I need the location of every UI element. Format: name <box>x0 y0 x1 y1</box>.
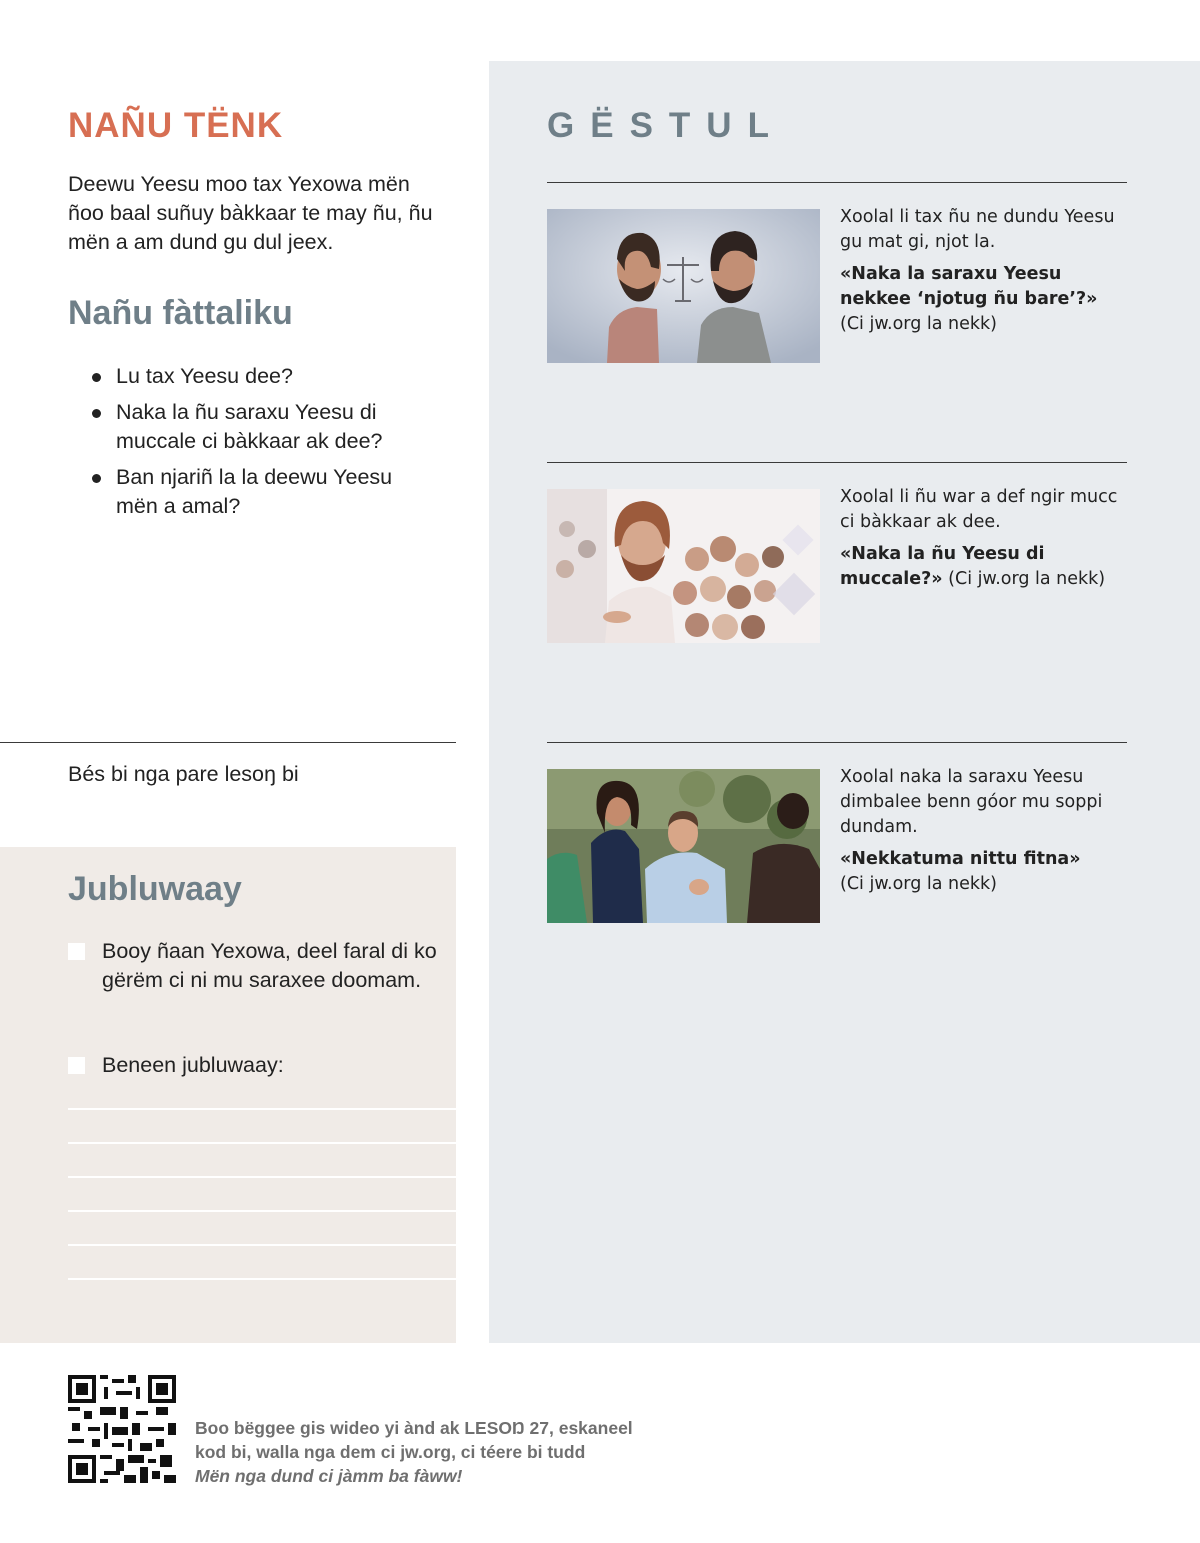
write-in-line[interactable] <box>68 1176 456 1178</box>
write-in-line[interactable] <box>68 1210 456 1212</box>
explore-item <box>840 485 1130 592</box>
lesson-completed-date-label: Bés bi nga pare lesoŋ bi <box>68 762 299 786</box>
people-talking-in-garden-image[interactable] <box>547 769 820 923</box>
review-question-list <box>92 362 432 528</box>
checkbox[interactable] <box>68 943 85 960</box>
divider <box>547 462 1127 463</box>
review-question: Lu tax Yeesu dee? <box>92 362 432 391</box>
two-men-balance-scale-image[interactable] <box>547 209 820 363</box>
explore-item <box>840 205 1130 337</box>
explore-item-description: Xoolal naka la saraxu Yeesu dimbalee benn góor mu soppi dundam. <box>840 767 1103 837</box>
write-in-line[interactable] <box>68 1244 456 1246</box>
checkbox[interactable] <box>68 1057 85 1074</box>
explore-item-title-link[interactable]: «Naka la saraxu Yeesu nekkee ‘njotug ñu bare’?» <box>840 264 1098 309</box>
explore-item <box>840 765 1130 897</box>
divider <box>0 742 456 743</box>
write-in-line[interactable] <box>68 1278 456 1280</box>
explore-title: GËSTUL <box>547 106 785 145</box>
bullet-icon <box>92 409 101 418</box>
explore-item-source: (Ci jw.org la nekk) <box>948 569 1106 589</box>
jesus-with-crowd-image[interactable] <box>547 489 820 643</box>
bullet-icon <box>92 373 101 382</box>
explore-item-description: Xoolal li ñu war a def ngir mucc ci bàkkaar ak dee. <box>840 487 1118 532</box>
two-men-balance-scale-image <box>547 209 820 363</box>
explore-item-title-link[interactable]: «Naka la ñu Yeesu di muccale?» <box>840 544 1045 589</box>
footer-book-title: Mën nga dund ci jàmm ba fàww! <box>195 1466 463 1486</box>
review-title: Nañu fàttaliku <box>68 294 293 332</box>
footer-line: kod bi, walla nga dem ci jw.org, ci téere bi tudd <box>195 1442 586 1462</box>
footer-line: Boo bëggee gis wideo yi ànd ak LESOŊ 27, eskaneel <box>195 1418 633 1438</box>
footer-note <box>195 1416 655 1488</box>
explore-item-source: (Ci jw.org la nekk) <box>840 314 997 334</box>
write-in-line[interactable] <box>68 1108 456 1110</box>
summary-title: NAÑU TËNK <box>68 106 284 145</box>
write-in-line[interactable] <box>68 1142 456 1144</box>
jesus-with-crowd-image <box>547 489 820 643</box>
qr-code-icon[interactable] <box>68 1375 176 1483</box>
explore-item-title-link[interactable]: «Nekkatuma nittu fitna» <box>840 849 1081 869</box>
divider <box>547 182 1127 183</box>
people-talking-in-garden-image <box>547 769 820 923</box>
goal-title: Jubluwaay <box>68 870 242 908</box>
review-question: Ban njariñ la la deewu Yeesu mën a amal? <box>92 463 432 521</box>
review-question: Naka la ñu saraxu Yeesu di muccale ci bàkkaar ak dee? <box>92 398 432 456</box>
summary-text: Deewu Yeesu moo tax Yexowa mën ñoo baal suñuy bàkkaar te may ñu, ñu mën a am dund gu dul jeex. <box>68 172 433 254</box>
bullet-icon <box>92 474 101 483</box>
divider <box>547 742 1127 743</box>
explore-item-source: (Ci jw.org la nekk) <box>840 874 997 894</box>
goal-item[interactable]: Booy ñaan Yexowa, deel faral di ko gërëm ci ni mu saraxee doomam. <box>68 937 438 995</box>
goal-panel <box>0 847 456 1343</box>
explore-item-description: Xoolal li tax ñu ne dundu Yeesu gu mat gi, njot la. <box>840 207 1115 252</box>
goal-item[interactable]: Beneen jubluwaay: <box>68 1051 438 1080</box>
